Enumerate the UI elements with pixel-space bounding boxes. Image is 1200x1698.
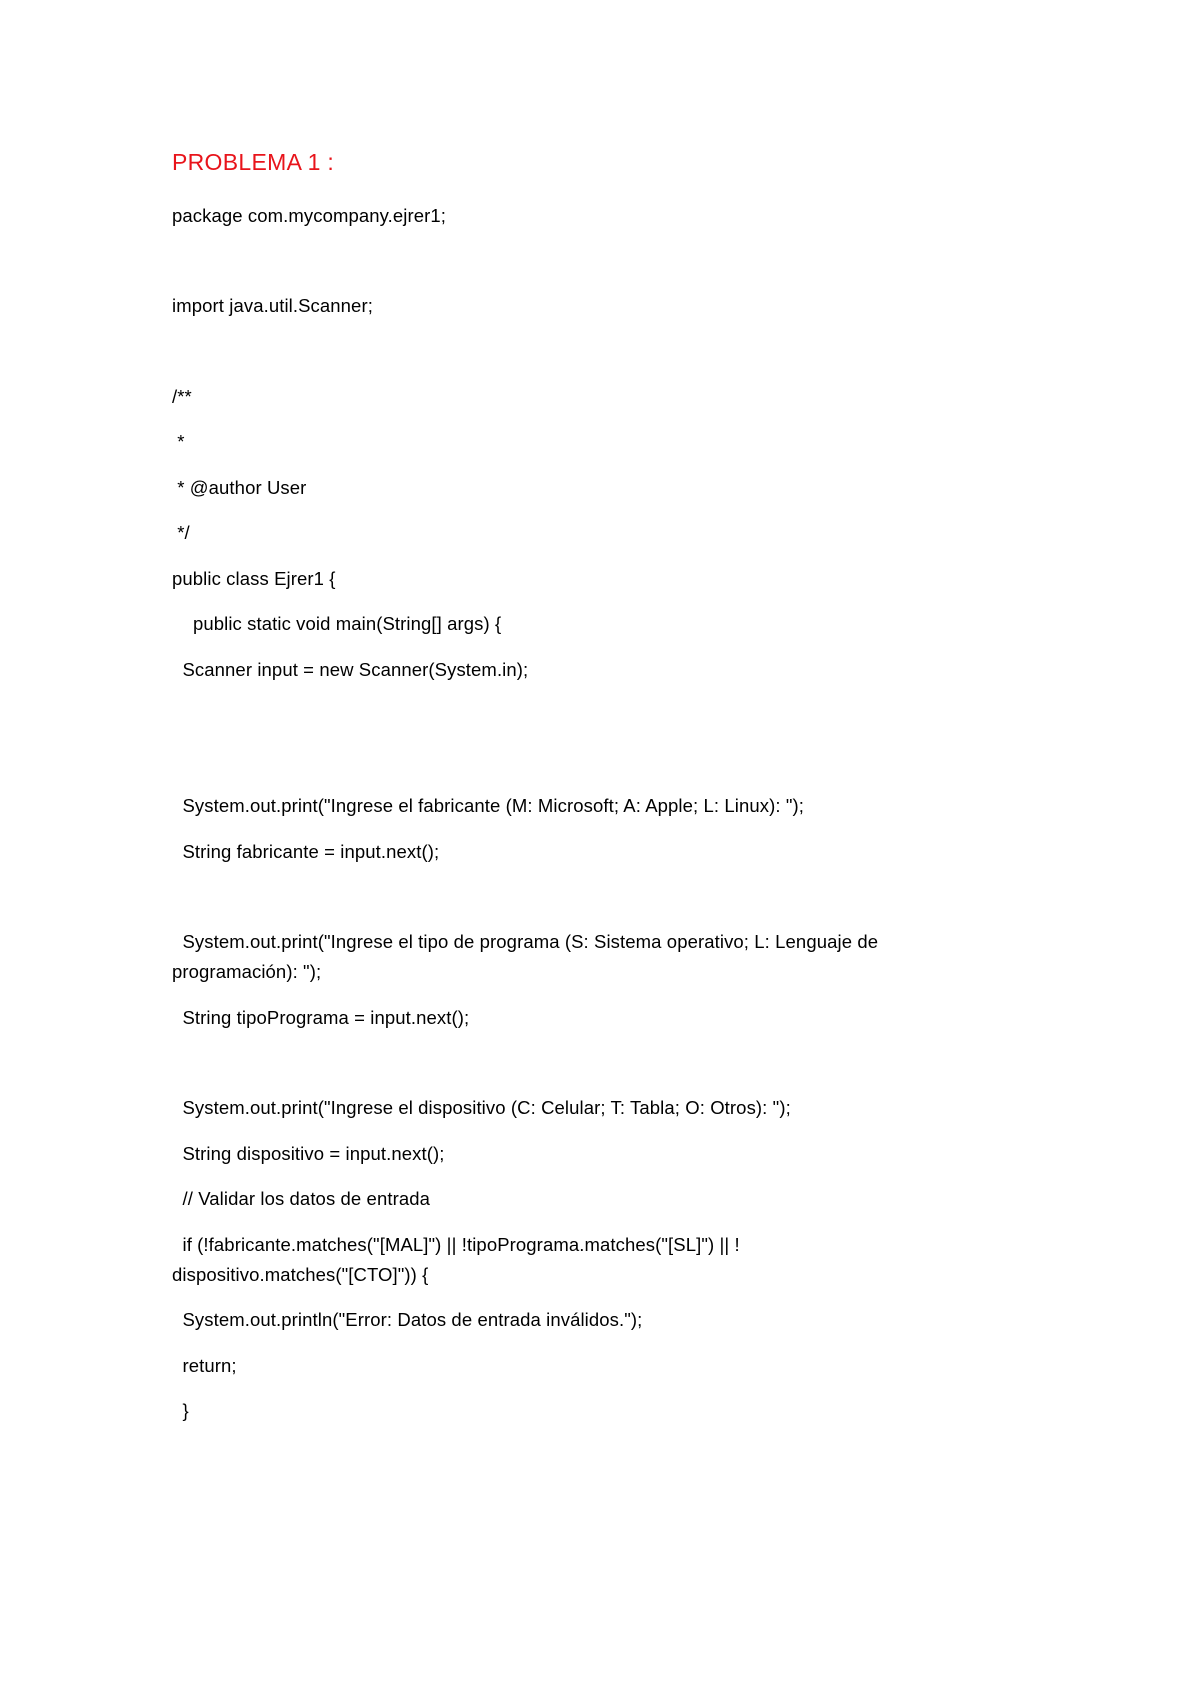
code-line-import: import java.util.Scanner;: [172, 295, 373, 316]
code-line-javadoc-close: */: [172, 522, 190, 543]
code-line-if-condition: if (!fabricante.matches("[MAL]") || !tipoPrograma.matches("[SL]") || !: [172, 1234, 740, 1255]
code-line-package: package com.mycompany.ejrer1;: [172, 205, 447, 226]
document-heading: PROBLEMA 1 :: [172, 149, 335, 175]
code-line-print-tipo: System.out.print("Ingrese el tipo de programa (S: Sistema operativo; L: Lenguaje de: [172, 931, 879, 952]
code-line-close-brace: }: [172, 1400, 189, 1421]
code-line-comment: // Validar los datos de entrada: [172, 1188, 430, 1209]
code-line-javadoc-star: *: [172, 431, 185, 452]
code-line-read-fabricante: String fabricante = input.next();: [172, 841, 440, 862]
code-line-print-dispositivo: System.out.print("Ingrese el dispositivo (C: Celular; T: Tabla; O: Otros): ");: [172, 1097, 791, 1118]
code-line-println-error: System.out.println("Error: Datos de entrada inválidos.");: [172, 1309, 643, 1330]
code-line-scanner: Scanner input = new Scanner(System.in);: [172, 659, 529, 680]
code-line-class-decl: public class Ejrer1 {: [172, 568, 336, 589]
code-line-javadoc-author: * @author User: [172, 477, 307, 498]
code-line-javadoc-open: /**: [172, 386, 192, 407]
code-line-print-fabricante: System.out.print("Ingrese el fabricante (M: Microsoft; A: Apple; L: Linux): ");: [172, 795, 804, 816]
code-line-main-decl: public static void main(String[] args) {: [172, 613, 502, 634]
code-line-print-tipo-cont: programación): ");: [172, 961, 322, 982]
code-line-return: return;: [172, 1355, 237, 1376]
code-line-if-condition-cont: dispositivo.matches("[CTO]")) {: [172, 1264, 429, 1285]
code-line-read-dispositivo: String dispositivo = input.next();: [172, 1143, 445, 1164]
code-line-read-tipo: String tipoPrograma = input.next();: [172, 1007, 470, 1028]
